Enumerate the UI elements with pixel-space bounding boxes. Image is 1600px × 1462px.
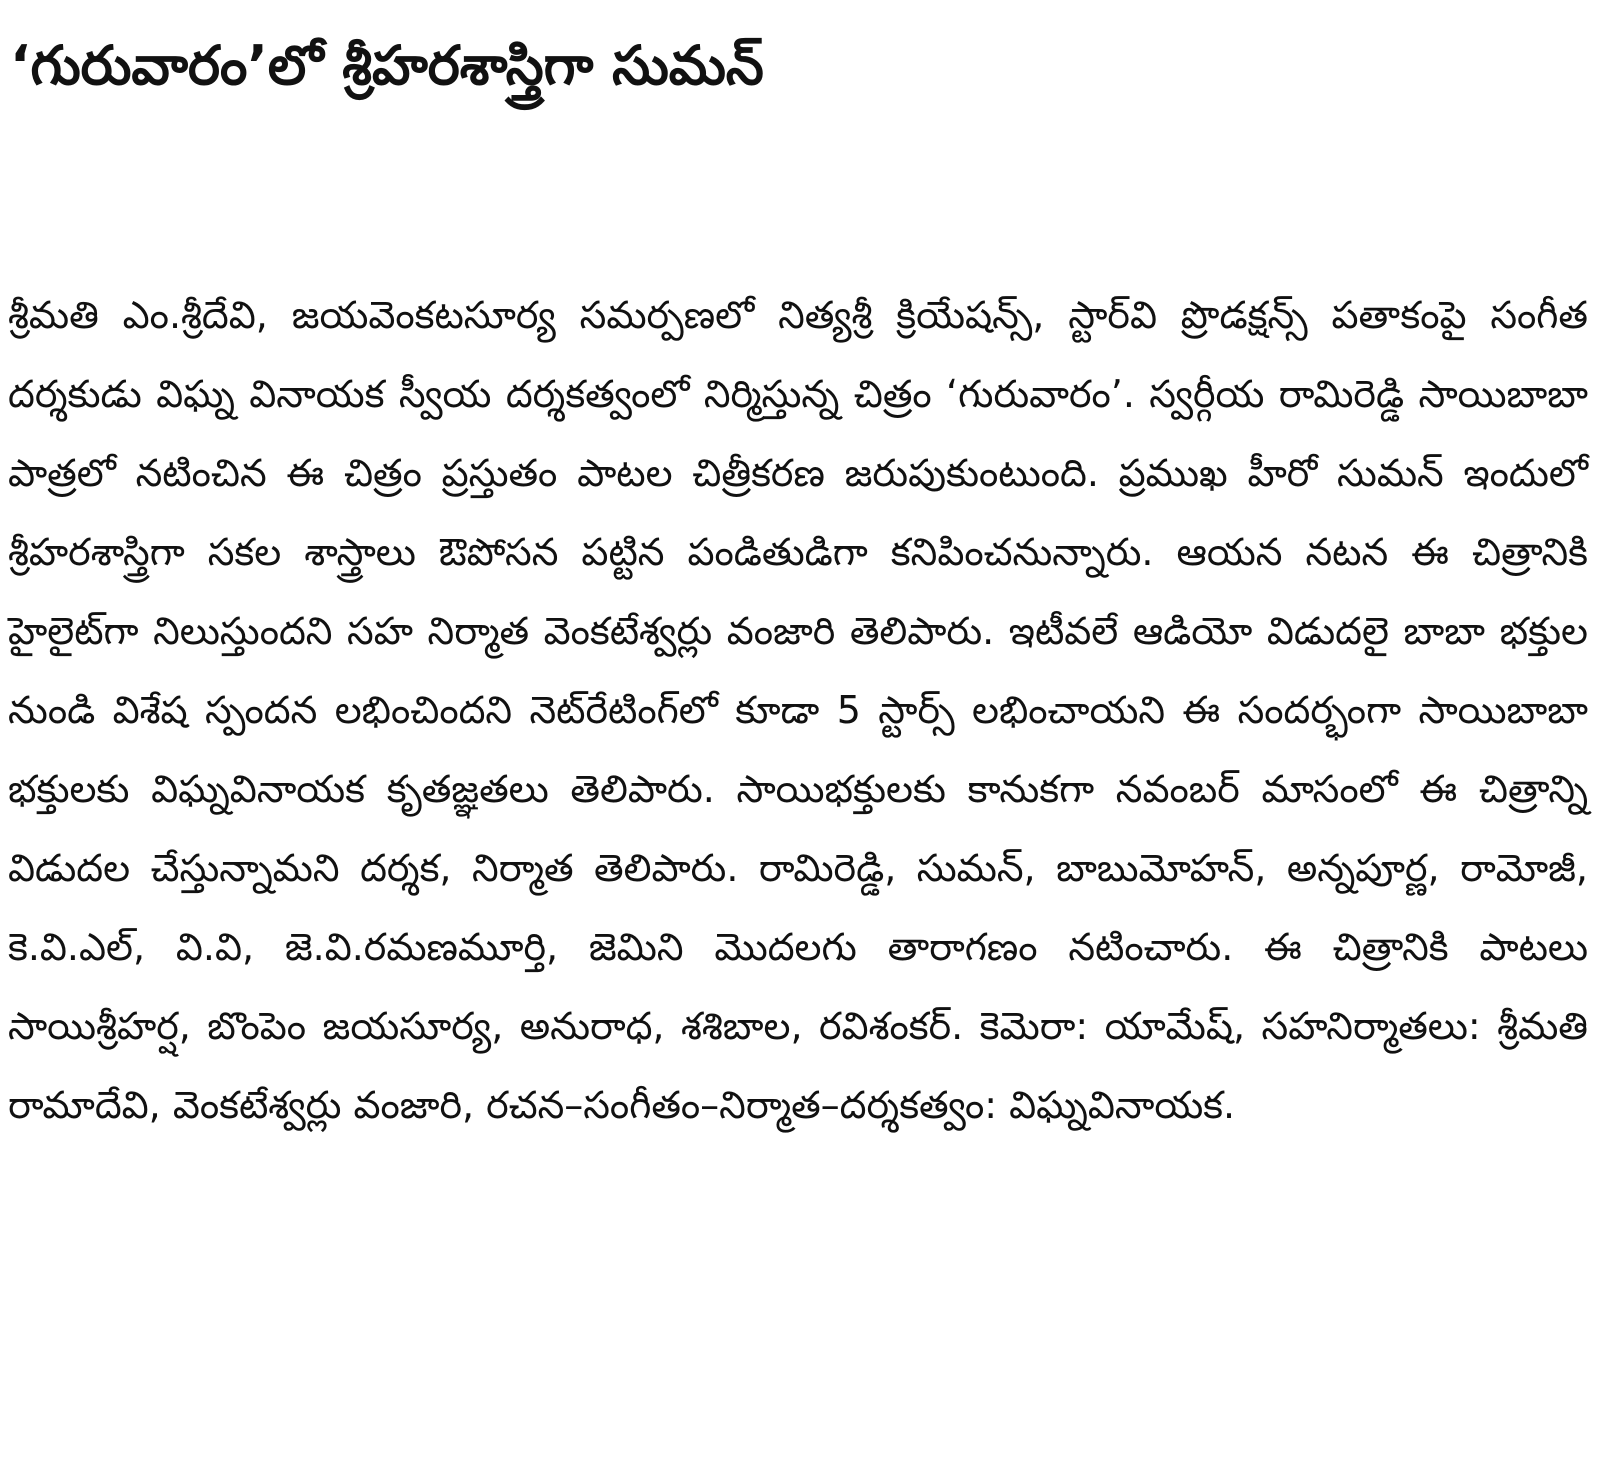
article-headline: ‘గురువారం’లో శ్రీహరశాస్త్రిగా సుమన్: [10, 34, 764, 97]
article-body: శ్రీమతి ఎం.శ్రీదేవి, జయవెంకటసూర్య సమర్పణలో నిత్యశ్రీ క్రియేషన్స్, స్టార్‌వి ప్రొడక్షన్స్ పతాకంపై సంగీత దర్శకుడు విఘ్న వినాయక స్వీయ దర్శకత్వంలో నిర్మిస్తున్న చిత్రం ‘గురువారం’. స్వర్గీయ రామిరెడ్డి సాయిబాబా పాత్రలో నటించిన ఈ చిత్రం ప్రస్తుతం పాటల చిత్రీకరణ జరుపుకుంటుంది. ప్రముఖ హీరో సుమన్ ఇందులో శ్రీహరశాస్త్రిగా సకల శాస్త్రాలు ఔపోసన పట్టిన పండితుడిగా కనిపించనున్నారు. ఆయన నటన ఈ చిత్రానికి హైలైట్‌గా నిలుస్తుందని సహ నిర్మాత వెంకటేశ్వర్లు వంజారి తెలిపారు. ఇటీవలే ఆడియో విడుదలై బాబా భక్తుల నుండి విశేష స్పందన లభించిందని నెట్‌రేటింగ్‌లో కూడా 5 స్టార్స్ లభించాయని ఈ సందర్భంగా సాయిబాబా భక్తులకు విఘ్నవినాయక కృతజ్ఞతలు తెలిపారు. సాయిభక్తులకు కానుకగా నవంబర్ మాసంలో ఈ చిత్రాన్ని విడుదల చేస్తున్నామని దర్శక, నిర్మాత తెలిపారు. రామిరెడ్డి, సుమన్, బాబుమోహన్, అన్నపూర్ణ, రామోజీ, కె.వి.ఎల్, వి.వి, జె.వి.రమణమూర్తి, జెమిని మొదలగు తారాగణం నటించారు. ఈ చిత్రానికి పాటలు సాయిశ్రీహర్ష, బొంపెం జయసూర్య, అనురాధ, శశిబాల, రవిశంకర్. కెమెరా: యామేష్, సహనిర్మాతలు: శ్రీమతి రామాదేవి, వెంకటేశ్వర్లు వంజారి, రచన–సంగీతం–నిర్మాత–దర్శకత్వం: విఘ్నవినాయక.: [8, 293, 1588, 1127]
